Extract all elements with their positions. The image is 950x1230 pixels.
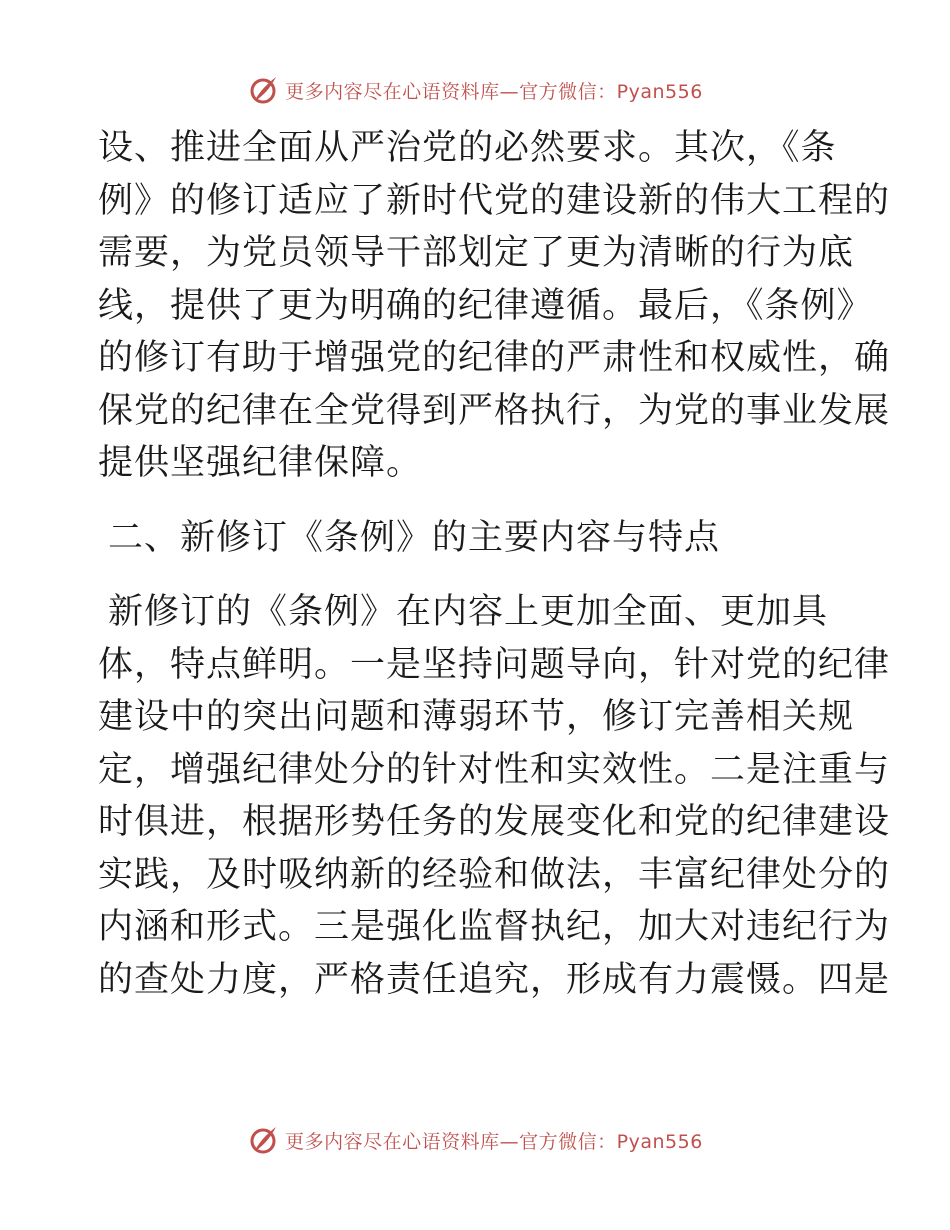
text-line: 时俱进，根据形势任务的发展变化和党的纪律建设 (98, 802, 891, 842)
paragraph-2 (98, 586, 891, 1006)
text-line: 设、推进全面从严治党的必然要求。其次，《条 (98, 128, 837, 168)
text-line: 定，增强纪律处分的针对性和实效性。二是注重与 (98, 749, 891, 790)
text-line: 需要，为党员领导干部划定了更为清晰的行为底 (98, 233, 855, 273)
paragraph-1 (98, 122, 891, 490)
header-watermark (0, 70, 950, 110)
watermark-text: 更多内容尽在心语资料库—官方微信：Pyan556 (285, 80, 703, 103)
feather-logo-icon (247, 1124, 279, 1156)
text-line: 提供坚强纪律保障。 (98, 443, 423, 483)
section-heading: 二、新修订《条例》的主要内容与特点 (108, 517, 721, 558)
text-line: 的修订有助于增强党的纪律的严肃性和权威性，确 (98, 338, 891, 378)
footer-watermark (0, 1120, 950, 1160)
document-body (98, 122, 891, 1006)
text-line: 例》的修订适应了新时代党的建设新的伟大工程的 (98, 180, 891, 221)
text-line: 线，提供了更为明确的纪律遵循。最后，《条例》 (98, 285, 873, 326)
text-line: 建设中的突出问题和薄弱环节，修订完善相关规 (98, 697, 855, 737)
spacer (98, 564, 850, 586)
text-line: 保党的纪律在全党得到严格执行，为党的事业发展 (98, 390, 891, 431)
text-line: 的查处力度，严格责任追究，形成有力震慑。四是 (98, 959, 891, 1000)
text-line: 体，特点鲜明。一是坚持问题导向，针对党的纪律 (98, 644, 891, 685)
watermark-text: 更多内容尽在心语资料库—官方微信：Pyan556 (285, 1130, 703, 1153)
text-line: 内涵和形式。三是强化监督执纪，加大对违纪行为 (98, 907, 891, 947)
feather-logo-icon (247, 74, 279, 106)
text-line: 新修订的《条例》在内容上更加全面、更加具 (108, 592, 829, 632)
text-line: 实践，及时吸纳新的经验和做法，丰富纪律处分的 (98, 854, 891, 895)
spacer (98, 490, 850, 512)
